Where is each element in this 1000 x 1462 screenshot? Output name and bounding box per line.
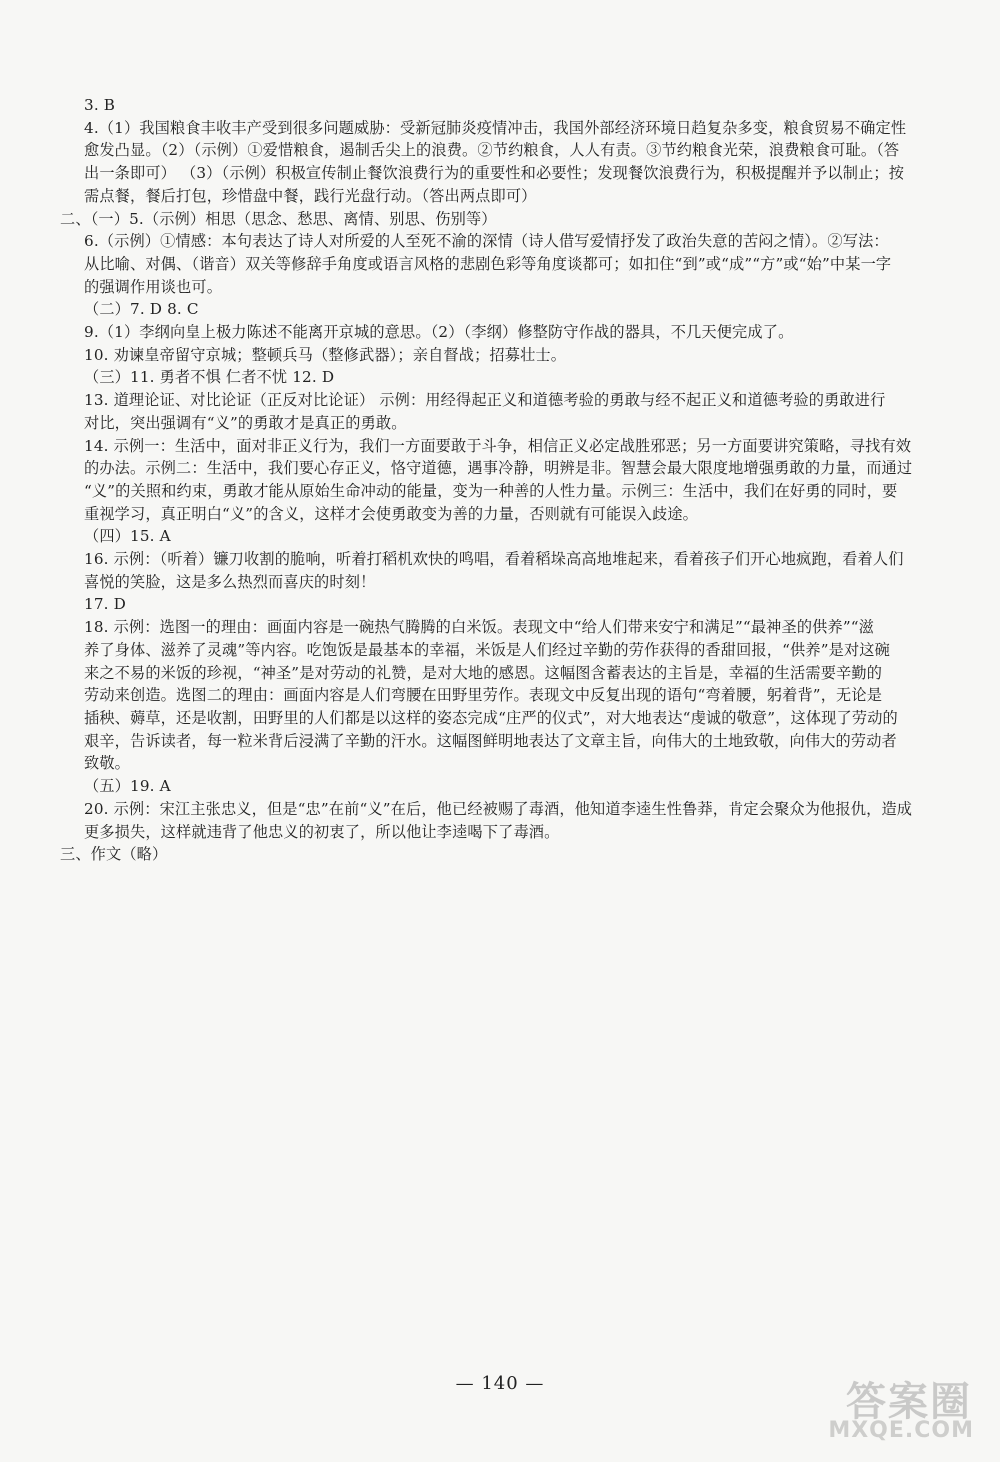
text-line: 愈发凸显。（2）（示例）①爱惜粮食，遏制舌尖上的浪费。②节约粮食，人人有责。③节约粮食光荣，浪费粮食可耻。（答 [84, 141, 900, 160]
text-line: 养了身体、滋养了灵魂”等内容。吃饱饭是最基本的幸福，米饭是人们经过辛勤的劳作获得的香甜回报，“供养”是对这碗 [84, 640, 890, 659]
text-line: 4.（1）我国粮食丰收丰产受到很多问题威胁：受新冠肺炎疫情冲击，我国外部经济环境日趋复杂多变，粮食贸易不确定性 [84, 118, 907, 137]
text-line: 需点餐，餐后打包，珍惜盘中餐，践行光盘行动。（答出两点即可） [84, 186, 537, 205]
text-line: 更多损失，这样就违背了他忠义的初衷了，所以他让李逵喝下了毒酒。 [84, 822, 560, 841]
text-line: （五）19. A [84, 777, 171, 796]
text-line: 出一条即可） （3）（示例）积极宣传制止餐饮浪费行为的重要性和必要性；发现餐饮浪费行为，积极提醒并予以制止；按 [84, 164, 905, 183]
text-line: 三、作文（略） [60, 845, 168, 864]
text-line: 对比，突出强调有“义”的勇敢才是真正的勇敢。 [84, 413, 407, 432]
text-line: 重视学习，真正明白“义”的含义，这样才会使勇敢变为善的力量，否则就有可能误入歧途。 [84, 504, 698, 523]
text-line: （二）7. D 8. C [84, 300, 199, 319]
text-line: （三）11. 勇者不惧 仁者不忧 12. D [84, 368, 335, 387]
text-line: 艰辛，告诉读者，每一粒米背后浸满了辛勤的汗水。这幅图鲜明地表达了文章主旨，向伟大的土地致敬，向伟大的劳动者 [84, 731, 897, 750]
text-line: 16. 示例：（听着）镰刀收割的脆响，听着打稻机欢快的鸣唱，看着稻垛高高地堆起来，看着孩子们开心地疯跑，看着人们 [84, 550, 904, 569]
watermark [792, 1370, 982, 1450]
text-line: 14. 示例一：生活中，面对非正义行为，我们一方面要敢于斗争，相信正义必定战胜邪恶；另一方面要讲究策略，寻找有效 [84, 436, 912, 455]
text-line: 10. 劝谏皇帝留守京城；整顿兵马（整修武器）；亲自督战；招募壮士。 [84, 345, 567, 364]
text-line: 来之不易的米饭的珍视，“神圣”是对劳动的礼赞，是对大地的感恩。这幅图含蓄表达的主旨是，幸福的生活需要辛勤的 [84, 663, 883, 682]
text-line: 二、（一）5.（示例）相思（思念、愁思、离情、别思、伤别等） [60, 209, 497, 228]
text-line: 20. 示例：宋江主张忠义，但是“忠”在前“义”在后，他已经被赐了毒酒，他知道李逵生性鲁莽，肯定会聚众为他报仇，造成 [84, 799, 913, 818]
text-line: 喜悦的笑脸，这是多么热烈而喜庆的时刻！ [84, 572, 376, 591]
text-line: 插秧、薅草，还是收割，田野里的人们都是以这样的姿态完成“庄严的仪式”，对大地表达“虔诚的敬意”，这体现了劳动的 [84, 708, 898, 727]
text-line: 劳动来创造。选图二的理由：画面内容是人们弯腰在田野里劳作。表现文中反复出现的语句“弯着腰，躬着背”，无论是 [84, 686, 883, 705]
page-number: — 140 — [455, 1373, 545, 1394]
text-line: 的强调作用谈也可。 [84, 277, 223, 296]
text-line: 从比喻、对偶、（谐音）双关等修辞手角度或语言风格的悲剧色彩等角度谈都可；如扣住“到”或“成”“方”或“始”中某一字 [84, 254, 892, 273]
answer-text-body [60, 94, 940, 866]
text-line: 的办法。示例二：生活中，我们要心存正义，恪守道德，遇事冷静，明辨是非。智慧会最大限度地增强勇敢的力量，而通过 [84, 459, 913, 478]
text-line: “义”的关照和约束，勇敢才能从原始生命冲动的能量，变为一种善的人性力量。示例三：生活中，我们在好勇的同时，要 [84, 481, 898, 500]
text-line: 9.（1）李纲向皇上极力陈述不能离开京城的意思。（2）（李纲）修整防守作战的器具，不几天便完成了。 [84, 323, 794, 342]
text-line: （四）15. A [84, 527, 171, 546]
watermark-url: MXQE.COM [828, 1418, 974, 1443]
text-line: 13. 道理论证、对比论证（正反对比论证） 示例：用经得起正义和道德考验的勇敢与经不起正义和道德考验的勇敢进行 [84, 391, 886, 410]
text-line: 致敬。 [84, 754, 131, 773]
watermark-logo: 答案圈 [846, 1379, 972, 1425]
text-line: 6.（示例）①情感：本句表达了诗人对所爱的人至死不渝的深情（诗人借写爱情抒发了政治失意的苦闷之情）。②写法： [84, 232, 889, 251]
text-line: 17. D [84, 595, 126, 614]
text-line: 18. 示例：选图一的理由：画面内容是一碗热气腾腾的白米饭。表现文中“给人们带来安宁和满足”“最神圣的供养”“滋 [84, 618, 875, 637]
text-line: 3. B [84, 96, 116, 114]
